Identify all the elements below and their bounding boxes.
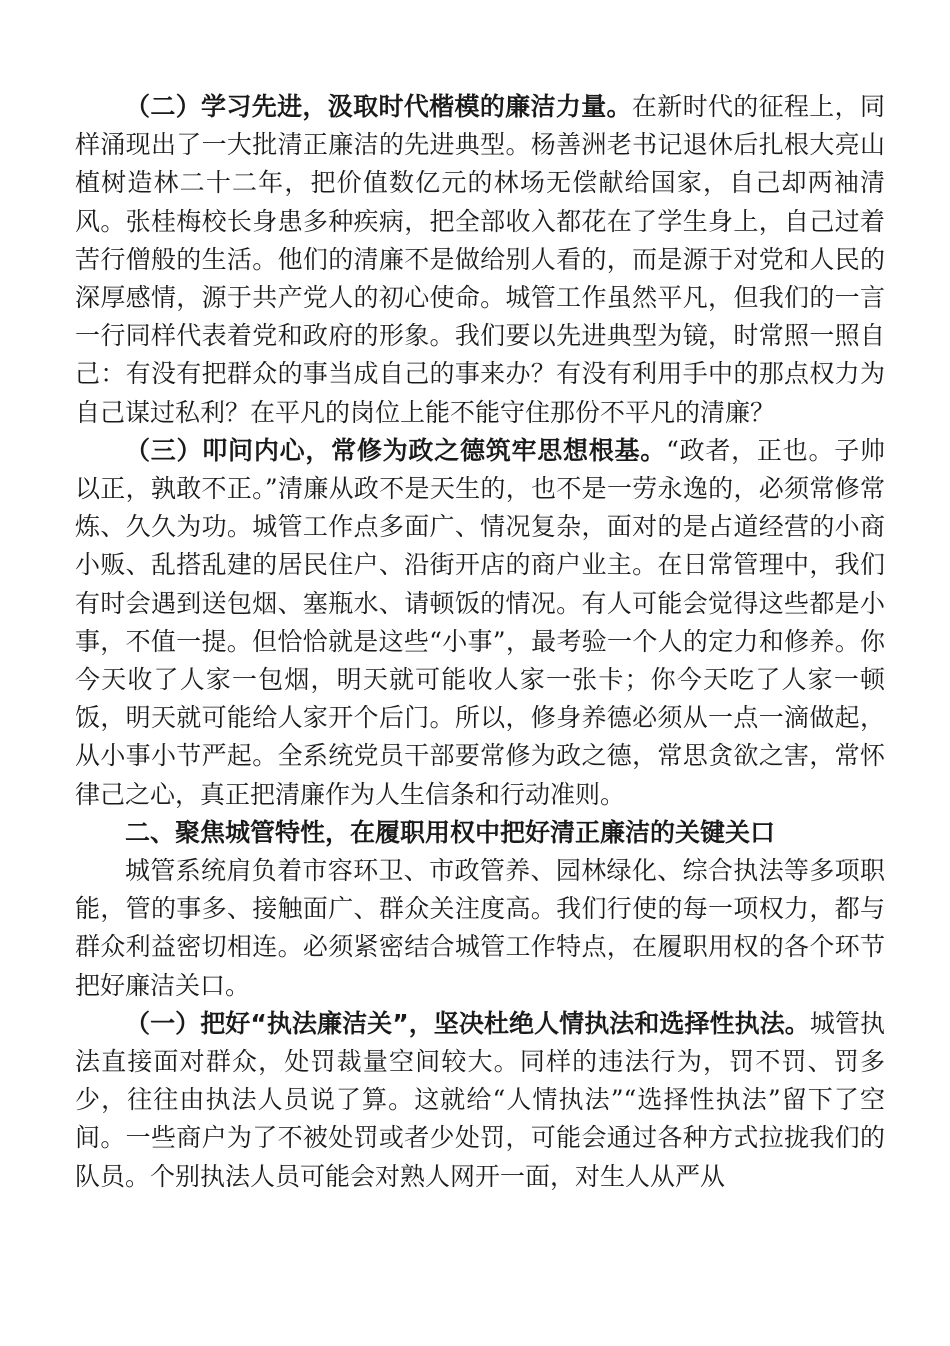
paragraph-lead: （一）把好“执法廉洁关”，坚决杜绝人情执法和选择性执法。 [125,1008,810,1038]
document-page [75,88,885,1196]
paragraph-study-pioneers [75,88,885,432]
paragraph-lead: （二）学习先进，汲取时代楷模的廉洁力量。 [125,92,632,121]
paragraph-body: “政者，正也。子帅以正，孰敢不正。”清廉从政不是天生的，也不是一劳永逸的，必须常修常炼、久久为功。城管工作点多面广、情况复杂，面对的是占道经营的小商小贩、乱搭乱建的居民住户、沿街开店的商户业主。在日常管理中，我们有时会遇到送包烟、塞瓶水、请顿饭的情况。有人可能会觉得这些都是小事，不值一提。但恰恰就是这些“小事”，最考验一个人的定力和修养。你今天收了人家一包烟，明天就可能收人家一张卡；你今天吃了人家一顿饭，明天就可能给人家开个后门。所以，修身养德必须从一点一滴做起，从小事小节严起。全系统党员干部要常修为政之德，常思贪欲之害，常怀律己之心，真正把清廉作为人生信条和行动准则。 [75,435,885,809]
paragraph-section-intro [75,852,885,1005]
paragraph-body: 在新时代的征程上，同样涌现出了一大批清正廉洁的先进典型。杨善洲老书记退休后扎根大亮山植树造林二十二年，把价值数亿元的林场无偿献给国家，自己却两袖清风。张桂梅校长身患多种疾病，把全部收入都花在了学生身上，自己过着苦行僧般的生活。他们的清廉不是做给别人看的，而是源于对党和人民的深厚感情，源于共产党人的初心使命。城管工作虽然平凡，但我们的一言一行同样代表着党和政府的形象。我们要以先进典型为镜，时常照一照自己：有没有把群众的事当成自己的事来办？有没有利用手中的那点权力为自己谋过私利？在平凡的岗位上能不能守住那份不平凡的清廉？ [75,92,885,427]
paragraph-body: 城管执法直接面对群众，处罚裁量空间较大。同样的违法行为，罚不罚、罚多少，往往由执法人员说了算。这就给“人情执法”“选择性执法”留下了空间。一些商户为了不被处罚或者少处罚，可能会通过各种方式拉拢我们的队员。个别执法人员可能会对熟人网开一面，对生人从严从 [75,1008,885,1191]
paragraph-self-reflection [75,432,885,814]
paragraph-lead: （三）叩问内心，常修为政之德筑牢思想根基。 [125,435,667,465]
paragraph-body: 城管系统肩负着市容环卫、市政管养、园林绿化、综合执法等多项职能，管的事多、接触面广、群众关注度高。我们行使的每一项权力，都与群众利益密切相连。必须紧密结合城管工作特点，在履职用权的各个环节把好廉洁关口。 [75,856,885,1000]
section-heading: 二、聚焦城管特性，在履职用权中把好清正廉洁的关键关口 [125,817,776,847]
paragraph-enforcement-integrity [75,1005,885,1196]
